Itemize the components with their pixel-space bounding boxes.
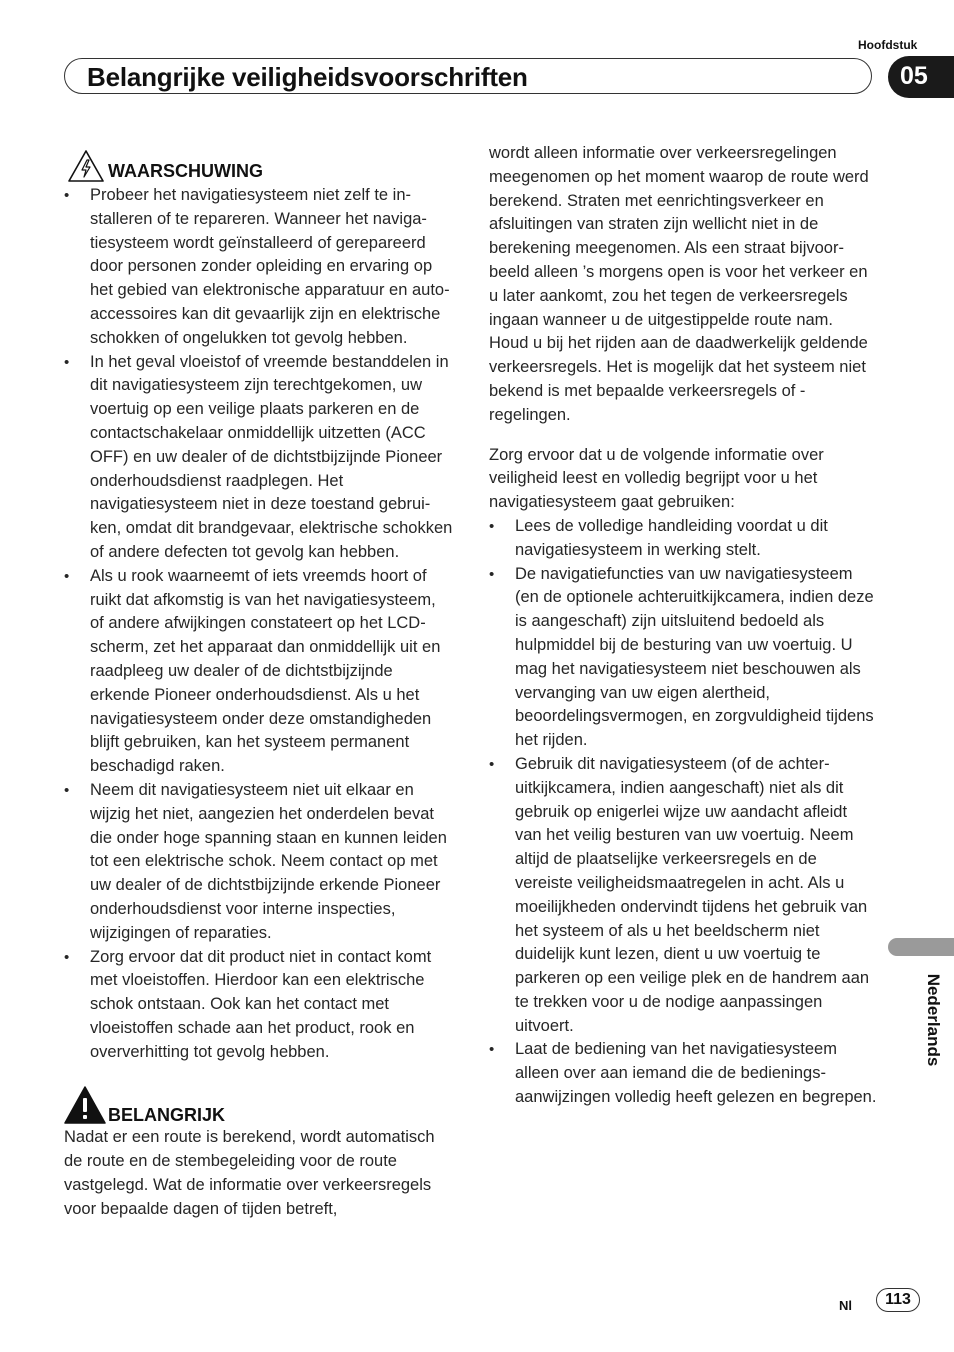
- right-column: [489, 142, 877, 1110]
- warning-item: • Zorg ervoor dat dit product niet in contact komt met vloeistoffen. Hierdoor kan een elektrische schok ontstaan. Ook kan het contact met vloeistoffen schade aan het product, rook en oververhitting tot gevolg hebben.: [64, 946, 454, 1065]
- language-tab: [888, 938, 954, 956]
- warning-title: WAARSCHUWING: [108, 161, 263, 181]
- warning-item: • Neem dit navigatiesysteem niet uit elkaar en wijzig het niet, aangezien het onderdelen bevat die onder hoge spanning staan en kunnen leiden tot een elektrische schok. Neem contact op met uw dealer of de dichtstbijzijnde erkende Pioneer onderhoudsdienst voor interne inspecties, wijzigingen of reparaties.: [64, 779, 454, 946]
- page-title: Belangrijke veiligheidsvoorschriften: [87, 62, 528, 92]
- page-number: 113: [876, 1288, 920, 1312]
- chapter-badge: [888, 56, 954, 98]
- important-title: BELANGRIJK: [108, 1105, 226, 1126]
- warning-exclamation-icon: [64, 1086, 106, 1124]
- language-label: Nederlands: [924, 973, 943, 1067]
- warning-item: • In het geval vloeistof of vreemde bestanddelen in dit navigatiesysteem zijn terechtgekomen, uw voertuig op een veilige plaats parkeren en de contactschakelaar onmiddellijk uitzetten (ACC OFF) en uw dealer of de dichtstbijzijnde Pioneer onderhoudsdienst raadplegen. Het navigatiesysteem niet in deze toestand gebruiken, omdat dit brandgevaar, elektrische schokken of andere defecten tot gevolg kan hebben.: [64, 351, 454, 565]
- warning-item: • Probeer het navigatiesysteem niet zelf te installeren of te repareren. Wanneer het navigatiesysteem wordt geïnstalleerd of gerepareerd door personen zonder opleiding en ervaring op het gebied van elektronische apparatuur en auto-accessoires kan dit gevaarlijk zijn en elektrische schokken of ongelukken tot gevolg hebben.: [64, 184, 454, 351]
- chapter-label: Hoofdstuk: [858, 38, 918, 52]
- important-text-right: wordt alleen informatie over verkeersregelingen meegenomen op het moment waarop de route werd berekend. Straten met eenrichtingsverkeer en afsluitingen van straten zijn wellicht niet in de berekening meegenomen. Als een straat bijvoorbeeld alleen ’s morgens open is voor het verkeer en u later aankomt, zou het tegen de verkeersregels ingaan wanneer u de uitgestippelde route nam. Houd u bij het rijden aan de daadwerkelijk geldende verkeersregels. Het is mogelijk dat het systeem niet bekend is met bepaalde verkeersregels of -regelingen.: [489, 144, 869, 424]
- warning-list: [64, 184, 454, 1064]
- important-text-left: Nadat er een route is berekend, wordt automatisch de route en de stembegeleiding voor de route vastgelegd. Wat de informatie over verkeersregels voor bepaalde dagen of tijden betreft,: [64, 1128, 435, 1218]
- chapter-number: 05: [900, 62, 928, 90]
- footer-language-code: Nl: [839, 1298, 852, 1313]
- left-column: [64, 150, 454, 1222]
- safety-item: • De navigatiefuncties van uw navigatiesysteem (en de optionele achteruitkijkcamera, indien deze is aangeschaft) zijn uitsluitend bedoeld als hulpmiddel bij de besturing van uw voertuig. U mag het navigatiesysteem niet beschouwen als vervanging van uw eigen alertheid, beoordelingsvermogen, en zorgvuldigheid tijdens het rijden.: [489, 563, 877, 753]
- important-heading: [64, 1086, 454, 1126]
- intro-paragraph: Zorg ervoor dat u de volgende informatie over veiligheid leest en volledig begrijpt voor u het navigatiesysteem gaat gebruiken:: [489, 445, 824, 512]
- safety-item: • Lees de volledige handleiding voordat u dit navigatiesysteem in werking stelt.: [489, 515, 877, 563]
- warning-item: • Als u rook waarneemt of iets vreemds hoort of ruikt dat afkomstig is van het navigatiesysteem, of andere afwijkingen constateert op het LCD-scherm, zet het apparaat dan onmiddellijk uit en raadpleeg uw dealer of de dichtstbijzijnde erkende Pioneer onderhoudsdienst. Als u het navigatiesysteem onder deze omstandigheden blijft gebruiken, kan het systeem permanent beschadigd raken.: [64, 565, 454, 779]
- safety-list: [489, 515, 877, 1110]
- safety-item: • Laat de bediening van het navigatiesysteem alleen over aan iemand die de bedieningsaanwijzingen volledig heeft gelezen en begrepen.: [489, 1038, 877, 1109]
- title-box: [64, 58, 872, 94]
- safety-item: • Gebruik dit navigatiesysteem (of de achteruitkijkcamera, indien aangeschaft) niet als dit gebruik op enigerlei wijze uw aandacht afleidt van het veilig besturen van uw voertuig. Neem altijd de plaatselijke verkeersregels en de vereiste veiligheidsmaatregelen in acht. Als u moeilijkheden ondervindt tijdens het gebruik van het systeem of als u het beeldscherm niet duidelijk kunt lezen, dient u uw voertuig te parkeren op een veilige plek en de handrem aan te trekken voor u de nodige aanpassingen uitvoert.: [489, 753, 877, 1039]
- warning-heading: [64, 150, 454, 184]
- warning-lightning-icon: [68, 150, 104, 182]
